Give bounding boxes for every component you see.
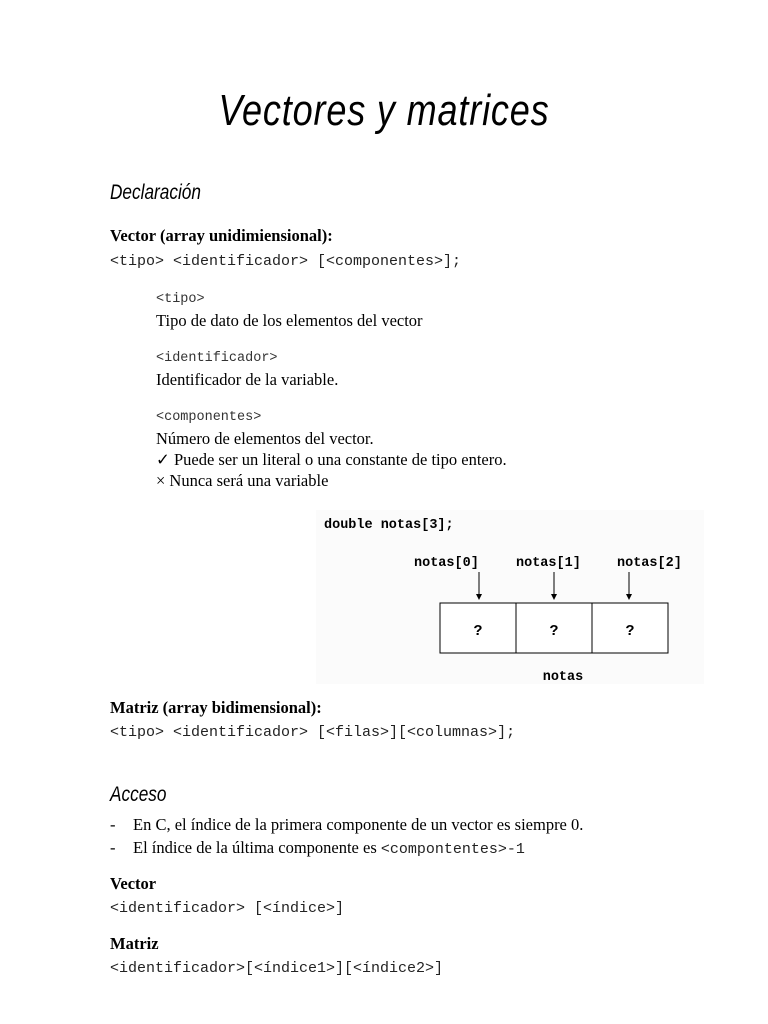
arrowhead-1	[551, 594, 557, 600]
acceso-vector-heading: Vector	[110, 874, 157, 893]
param-desc-componentes: Número de elementos del vector.	[156, 429, 374, 448]
param-desc-identificador: Identificador de la variable.	[156, 370, 339, 389]
index-label-0: notas[0]	[414, 556, 479, 571]
acceso-matriz-syntax: <identificador>[<índice1>][<índice2>]	[110, 960, 444, 977]
cell-value-2: ?	[625, 623, 635, 640]
param-desc-tipo: Tipo de dato de los elementos del vector	[156, 311, 423, 330]
check-item: ✓ Puede ser un literal o una constante de tipo entero.	[156, 450, 507, 469]
acceso-matriz-heading: Matriz	[110, 934, 159, 953]
bullet-code-1: <compontentes>-1	[380, 841, 525, 858]
array-name: notas	[542, 670, 584, 684]
page-title: Vectores y matrices	[218, 86, 550, 135]
bullet-text-0: En C, el índice de la primera componente de un vector es siempre 0.	[133, 815, 584, 834]
index-label-2: notas[2]	[617, 556, 682, 571]
param-name-identificador: <identificador>	[156, 351, 278, 366]
arrowhead-0	[476, 594, 482, 600]
matriz-syntax: <tipo> <identificador> [<filas>][<columnas>];	[110, 724, 516, 741]
cell-value-0: ?	[473, 623, 483, 640]
bullet-dash-0: -	[110, 815, 116, 834]
cross-item: × Nunca será una variable	[156, 471, 329, 490]
declaracion-heading: Declaración	[110, 181, 201, 204]
array-diagram	[316, 510, 704, 684]
acceso-heading: Acceso	[110, 783, 167, 806]
bullet-text-1: El índice de la última componente es	[133, 838, 381, 857]
index-label-1: notas[1]	[516, 556, 581, 571]
param-name-tipo: <tipo>	[156, 292, 205, 307]
arrowhead-2	[626, 594, 632, 600]
matriz-heading: Matriz (array bidimensional):	[110, 698, 322, 717]
bullet-dash-1: -	[110, 838, 116, 857]
param-name-componentes: <componentes>	[156, 410, 262, 425]
bullet-item-1	[133, 838, 525, 858]
vector-heading: Vector (array unidimiensional):	[110, 226, 333, 245]
acceso-vector-syntax: <identificador> [<índice>]	[110, 900, 345, 917]
cell-value-1: ?	[549, 623, 559, 640]
figure-declaration: double notas[3];	[324, 518, 454, 533]
vector-syntax: <tipo> <identificador> [<componentes>];	[110, 253, 462, 270]
